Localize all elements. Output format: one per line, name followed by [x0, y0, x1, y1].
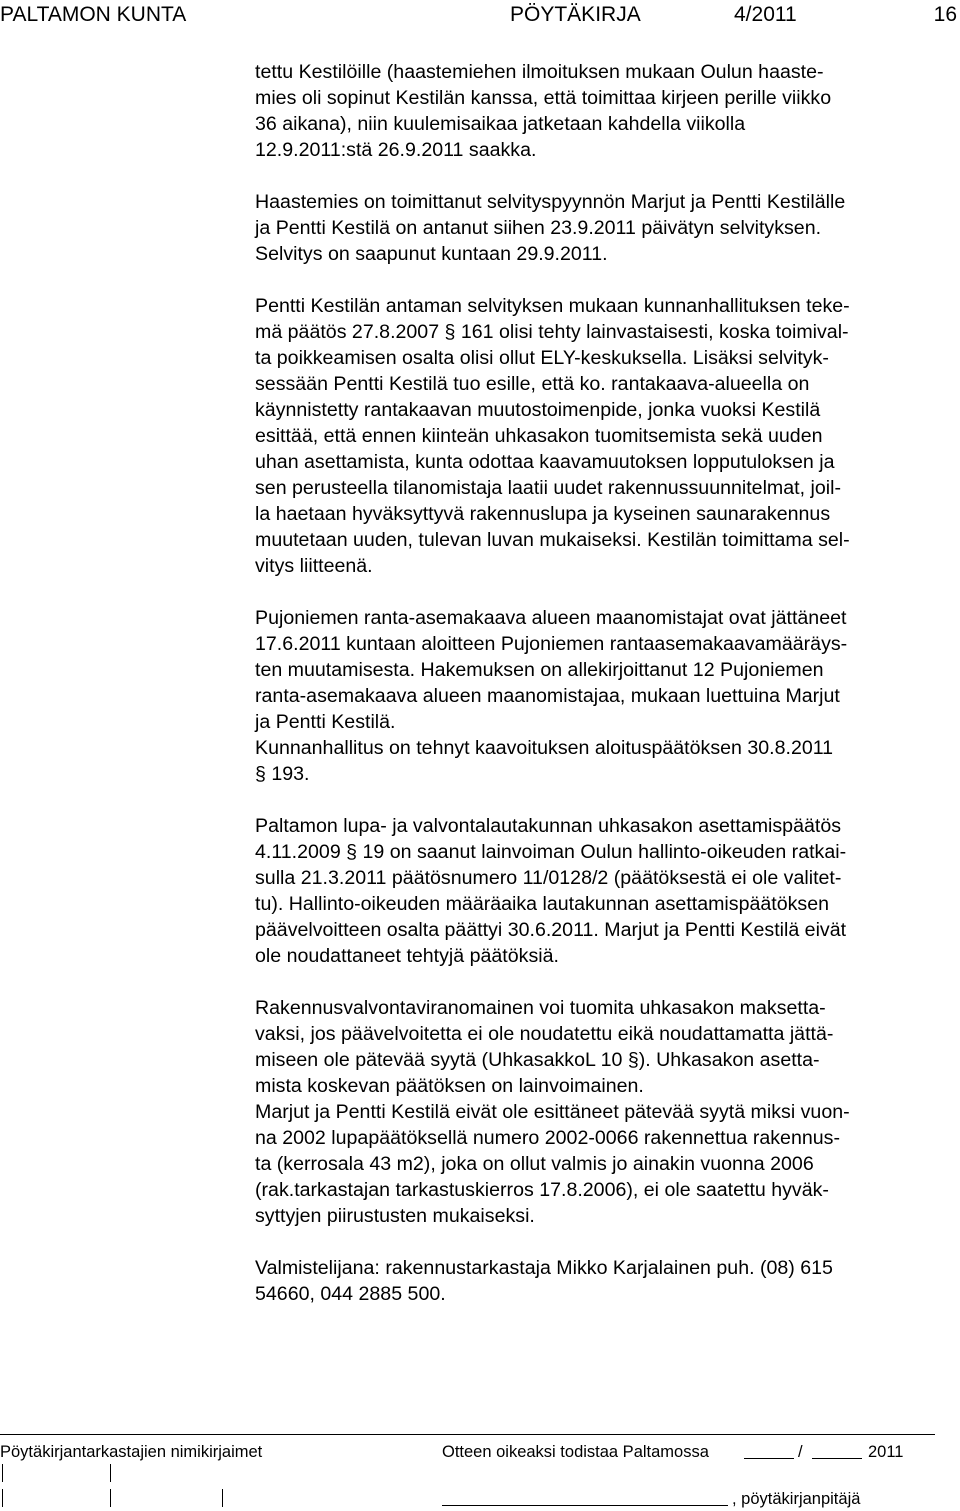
text-line: 17.6.2011 kuntaan aloitteen Pujoniemen rantaasemakaavamääräys-: [255, 633, 848, 655]
paragraph: [255, 189, 955, 267]
text-line: na 2002 lupapäätöksellä numero 2002-0066 rakennettua rakennus-: [255, 1127, 840, 1149]
text-line: 4.11.2009 § 19 on saanut lainvoiman Oulun hallinto-oikeuden ratkai-: [255, 841, 847, 863]
paragraph-gap: [255, 787, 955, 813]
text-line: Rakennusvalvontaviranomainen voi tuomita uhkasakon maksetta-: [255, 997, 826, 1019]
text-line: muutetaan uuden, tulevan luvan mukaiseksi. Kestilän toimittama sel-: [255, 529, 850, 551]
text-line: Selvitys on saapunut kuntaan 29.9.2011.: [255, 243, 608, 265]
text-line: esittää, että ennen kiinteän uhkasakon tuomitsemista sekä uuden: [255, 425, 823, 447]
text-line: (rak.tarkastajan tarkastuskierros 17.8.2006), ei ole saatettu hyväk-: [255, 1179, 829, 1201]
paragraph: [255, 605, 955, 787]
signature-line: [442, 1505, 728, 1506]
text-line: § 193.: [255, 763, 310, 785]
date-month-blank: [812, 1458, 862, 1459]
page-header: [0, 0, 960, 30]
text-line: ranta-asemakaava alueen maanomistajaa, mukaan luettuina Marjut: [255, 685, 840, 707]
text-line: Paltamon lupa- ja valvontalautakunnan uhkasakon asettamispäätös: [255, 815, 842, 837]
paragraph-gap: [255, 969, 955, 995]
minutes-keeper-label: , pöytäkirjanpitäjä: [732, 1490, 861, 1508]
organization-name: PALTAMON KUNTA: [0, 3, 187, 26]
text-line: mä päätös 27.8.2007 § 161 olisi tehty lainvastaisesti, koska toimival-: [255, 321, 849, 343]
text-line: vitys liitteenä.: [255, 555, 373, 577]
page-number: 16: [933, 3, 957, 26]
initials-box-divider: [2, 1489, 3, 1507]
paragraph-gap: [255, 579, 955, 605]
text-line: vaksi, jos päävelvoitetta ei ole noudatettu eikä noudattamatta jättä-: [255, 1023, 834, 1045]
text-line: Valmistelijana: rakennustarkastaja Mikko Karjalainen puh. (08) 615: [255, 1257, 833, 1279]
text-line: miseen ole pätevää syytä (UhkasakkoL 10 §). Uhkasakon asetta-: [255, 1049, 820, 1071]
text-line: Haastemies on toimittanut selvityspyynnön Marjut ja Pentti Kestilälle: [255, 191, 846, 213]
inspectors-initials-label: Pöytäkirjantarkastajien nimikirjaimet: [0, 1443, 263, 1461]
initials-row: [0, 1487, 960, 1511]
text-line: mies oli sopinut Kestilän kanssa, että toimittaa kirjeen perille viikko: [255, 87, 832, 109]
paragraph: [255, 1255, 955, 1307]
text-line: ta poikkeamisen osalta olisi ollut ELY-keskuksella. Lisäksi selvityk-: [255, 347, 829, 369]
initials-box-divider: [222, 1489, 223, 1507]
date-day-blank: [744, 1458, 794, 1459]
certification-year: 2011: [868, 1443, 904, 1461]
text-line: 36 aikana), niin kuulemisaikaa jatketaan kahdella viikolla: [255, 113, 746, 135]
paragraph: [255, 59, 955, 163]
text-line: ta (kerrosala 43 m2), joka on ollut valmis jo ainakin vuonna 2006: [255, 1153, 814, 1175]
text-line: Pentti Kestilän antaman selvityksen mukaan kunnanhallituksen teke-: [255, 295, 850, 317]
text-line: ja Pentti Kestilä on antanut siihen 23.9.2011 päivätyn selvityksen.: [255, 217, 822, 239]
initials-box-divider: [110, 1464, 111, 1482]
text-line: uhan asettamista, kunta odottaa kaavamuutoksen lopputuloksen ja: [255, 451, 835, 473]
text-line: Kunnanhallitus on tehnyt kaavoituksen aloituspäätöksen 30.8.2011: [255, 737, 834, 759]
initials-box-divider: [110, 1489, 111, 1507]
initials-row: [0, 1462, 960, 1486]
text-line: sulla 21.3.2011 päätösnumero 11/0128/2 (päätöksestä ei ole valitet-: [255, 867, 842, 889]
text-line: tettu Kestilöille (haastemiehen ilmoituksen mukaan Oulun haaste-: [255, 61, 824, 83]
paragraph: [255, 995, 955, 1229]
text-line: mista koskevan päätöksen on lainvoimainen.: [255, 1075, 644, 1097]
text-line: sen perusteella tilanomistaja laatii uudet rakennussuunnitelmat, joil-: [255, 477, 841, 499]
text-line: ten muutamisesta. Hakemuksen on allekirjoittanut 12 Pujoniemen: [255, 659, 824, 681]
text-line: käynnistetty rantakaavan muutostoimenpide, jonka vuoksi Kestilä: [255, 399, 821, 421]
text-line: sessään Pentti Kestilä tuo esille, että ko. rantakaava-alueella on: [255, 373, 810, 395]
document-type: PÖYTÄKIRJA: [510, 3, 641, 26]
text-line: ole noudattaneet tehtyjä päätöksiä.: [255, 945, 559, 967]
footer-divider: [0, 1434, 935, 1435]
date-separator: /: [798, 1443, 803, 1461]
paragraph-gap: [255, 1229, 955, 1255]
document-body: [255, 59, 955, 1307]
text-line: 12.9.2011:stä 26.9.2011 saakka.: [255, 139, 537, 161]
paragraph: [255, 813, 955, 969]
initials-box-divider: [2, 1464, 3, 1482]
text-line: Pujoniemen ranta-asemakaava alueen maanomistajat ovat jättäneet: [255, 607, 847, 629]
certification-label: Otteen oikeaksi todistaa Paltamossa: [442, 1443, 709, 1461]
text-line: la haetaan hyväksyttyvä rakennuslupa ja kyseinen saunarakennus: [255, 503, 831, 525]
paragraph-gap: [255, 267, 955, 293]
paragraph-gap: [255, 163, 955, 189]
text-line: ja Pentti Kestilä.: [255, 711, 396, 733]
text-line: 54660, 044 2885 500.: [255, 1283, 446, 1305]
text-line: päävelvoitteen osalta päättyi 30.6.2011. Marjut ja Pentti Kestilä eivät: [255, 919, 847, 941]
text-line: Marjut ja Pentti Kestilä eivät ole esittäneet pätevää syytä miksi vuon-: [255, 1101, 850, 1123]
page-footer: [0, 1440, 960, 1464]
paragraph: [255, 293, 955, 579]
text-line: syttyjen piirustusten mukaiseksi.: [255, 1205, 535, 1227]
text-line: tu). Hallinto-oikeuden määräaika lautakunnan asettamispäätöksen: [255, 893, 830, 915]
document-number: 4/2011: [734, 3, 797, 26]
